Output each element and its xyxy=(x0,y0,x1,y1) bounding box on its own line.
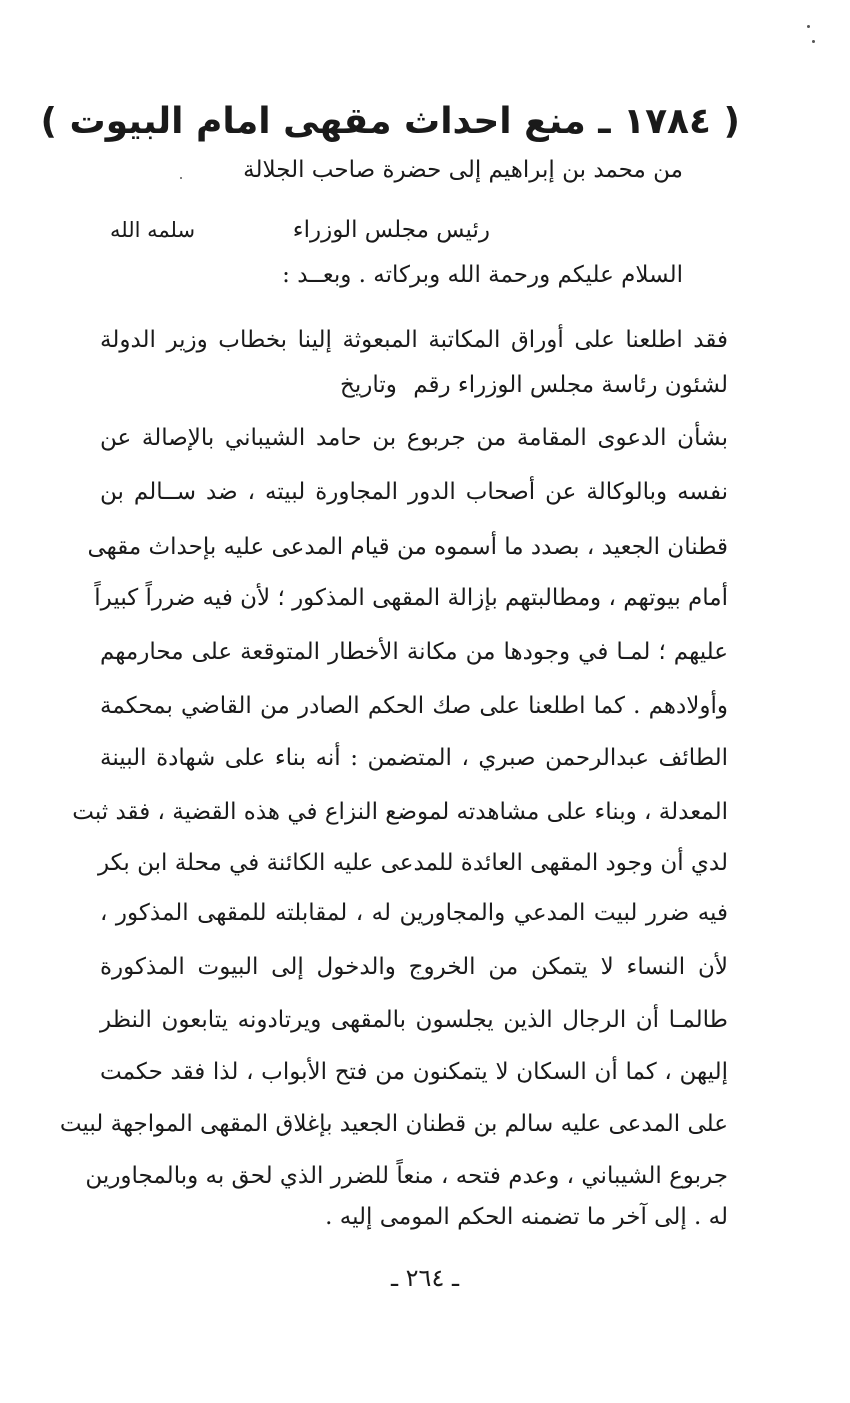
reference-date-label: وتاريخ xyxy=(340,372,397,398)
scan-speck xyxy=(812,40,815,43)
page-title: ( ١٧٨٤ ـ منع احداث مقهى امام البيوت ) xyxy=(40,101,740,142)
body-line-15: على المدعى عليه سالم بن قطنان الجعيد بإغلاق المقهى المواجهة لبيت xyxy=(59,1111,728,1137)
body-line-3: نفسه وبالوكالة عن أصحاب الدور المجاورة لبيته ، ضد ســالم بن xyxy=(100,479,728,505)
body-line-16: جربوع الشيباني ، وعدم فتحه ، منعاً للضرر الذي لحق به وبالمجاورين xyxy=(85,1163,728,1189)
body-line-12: لأن النساء لا يتمكن من الخروج والدخول إلى البيوت المذكورة xyxy=(100,954,728,980)
recipient-row xyxy=(110,210,490,250)
scan-speck xyxy=(807,25,810,28)
body-line-17: له . إلى آخر ما تضمنه الحكم المومى إليه . xyxy=(325,1204,728,1230)
body-line-10: لدي أن وجود المقهى العائدة للمدعى عليه الكائنة في محلة ابن بكر xyxy=(97,850,728,876)
body-line-7: وأولادهم . كما اطلعنا على صك الحكم الصادر من القاضي بمحكمة xyxy=(100,693,728,719)
scan-speck xyxy=(180,177,182,179)
body-line-6: عليهم ؛ لمـا في وجودها من مكانة الأخطار المتوقعة على محارمهم xyxy=(100,639,728,665)
reference-row xyxy=(340,365,728,405)
from-line: من محمد بن إبراهيم إلى حضرة صاحب الجلالة xyxy=(243,157,683,183)
greeting: السلام عليكم ورحمة الله وبركاته . وبعــد : xyxy=(282,262,683,288)
body-line-13: طالمـا أن الرجال الذين يجلسون بالمقهى ويرتادونه يتابعون النظر xyxy=(100,1007,728,1033)
recipient-title: رئيس مجلس الوزراء xyxy=(292,217,490,243)
body-line-14: إليهن ، كما أن السكان لا يتمكنون من فتح الأبواب ، لذا فقد حكمت xyxy=(100,1059,728,1085)
body-line-2: بشأن الدعوى المقامة من جربوع بن حامد الشيباني بالإصالة عن xyxy=(100,425,728,451)
recipient-blessing: سلمه الله xyxy=(110,218,196,242)
body-line-4: قطنان الجعيد ، بصدد ما أسموه من قيام المدعى عليه بإحداث مقهى xyxy=(87,534,728,560)
reference-text: لشئون رئاسة مجلس الوزراء رقم xyxy=(413,372,728,398)
body-line-11: فيه ضرر لبيت المدعي والمجاورين له ، لمقابلته للمقهى المذكور ، xyxy=(100,900,728,926)
body-line-8: الطائف عبدالرحمن صبري ، المتضمن : أنه بناء على شهادة البينة xyxy=(100,745,728,771)
page-number: ـ ٢٦٤ ـ xyxy=(390,1264,459,1292)
body-line-1: فقد اطلعنا على أوراق المكاتبة المبعوثة إلينا بخطاب وزير الدولة xyxy=(100,327,728,353)
body-line-5: أمام بيوتهم ، ومطالبتهم بإزالة المقهى المذكور ؛ لأن فيه ضرراً كبيراً xyxy=(94,585,728,611)
body-line-9: المعدلة ، وبناء على مشاهدته لموضع النزاع في هذه القضية ، فقد ثبت xyxy=(72,799,728,825)
